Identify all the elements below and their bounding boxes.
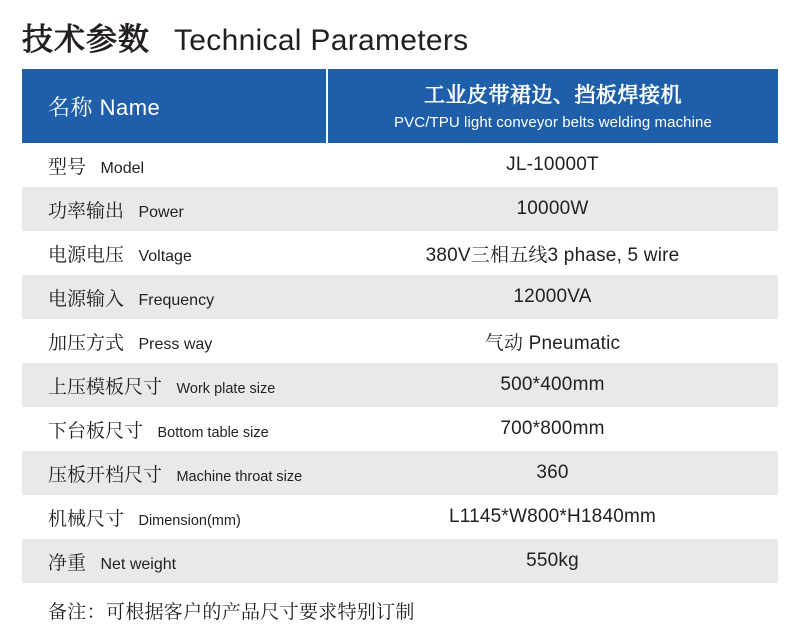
row-label	[22, 407, 327, 451]
row-value: 700*800mm	[327, 407, 778, 451]
table-header-row	[22, 69, 778, 143]
table-row	[22, 319, 778, 363]
row-value: JL-10000T	[327, 143, 778, 187]
row-label-en: Work plate size	[176, 380, 276, 397]
row-label	[22, 143, 327, 187]
row-label-en: Model	[100, 159, 145, 177]
header-name-cell: 名称 Name	[22, 69, 327, 143]
row-label-cn: 型号	[48, 156, 87, 178]
table-row	[22, 187, 778, 231]
row-value: 10000W	[327, 187, 778, 231]
table-row	[22, 363, 778, 407]
table-note-row	[22, 583, 778, 634]
row-label-cn: 功率输出	[48, 200, 125, 222]
row-value: 500*400mm	[327, 363, 778, 407]
row-label	[22, 319, 327, 363]
row-label	[22, 275, 327, 319]
row-value: 360	[327, 451, 778, 495]
row-label-cn: 下台板尺寸	[48, 420, 144, 442]
row-label	[22, 231, 327, 275]
row-label-cn: 加压方式	[48, 332, 125, 354]
table-row	[22, 495, 778, 539]
row-label-cn: 压板开档尺寸	[48, 464, 163, 486]
row-label	[22, 451, 327, 495]
row-label	[22, 187, 327, 231]
table-row	[22, 143, 778, 187]
row-value: 气动 Pneumatic	[327, 319, 778, 363]
row-label-en: Dimension(mm)	[138, 512, 241, 529]
page-title-en: Technical Parameters	[174, 24, 469, 57]
row-value: 550kg	[327, 539, 778, 583]
header-product-cell	[327, 69, 778, 143]
table-row	[22, 539, 778, 583]
table-row	[22, 451, 778, 495]
table-row	[22, 275, 778, 319]
row-label-cn: 净重	[48, 552, 87, 574]
table-row	[22, 407, 778, 451]
row-label	[22, 495, 327, 539]
row-label-cn: 电源输入	[48, 288, 125, 310]
row-value: 12000VA	[327, 275, 778, 319]
page-title	[0, 0, 800, 69]
row-value: 380V三相五线3 phase, 5 wire	[327, 231, 778, 275]
row-label-en: Frequency	[138, 291, 215, 309]
row-label-en: Net weight	[100, 555, 177, 573]
row-label	[22, 539, 327, 583]
specifications-table	[22, 69, 778, 634]
row-value: L1145*W800*H1840mm	[327, 495, 778, 539]
table-note: 备注：可根据客户的产品尺寸要求特别订制	[22, 583, 778, 634]
table-row	[22, 231, 778, 275]
row-label-cn: 上压模板尺寸	[48, 376, 163, 398]
header-product-en: PVC/TPU light conveyor belts welding machine	[394, 114, 712, 131]
header-product-cn: 工业皮带裙边、挡板焊接机	[424, 84, 682, 107]
row-label-en: Machine throat size	[176, 468, 303, 485]
row-label-en: Voltage	[138, 247, 192, 265]
row-label-en: Power	[138, 203, 184, 221]
row-label-en: Press way	[138, 335, 213, 353]
page-title-cn: 技术参数	[22, 22, 150, 57]
row-label-en: Bottom table size	[157, 424, 269, 441]
row-label-cn: 电源电压	[48, 244, 125, 266]
row-label	[22, 363, 327, 407]
row-label-cn: 机械尺寸	[48, 508, 125, 530]
